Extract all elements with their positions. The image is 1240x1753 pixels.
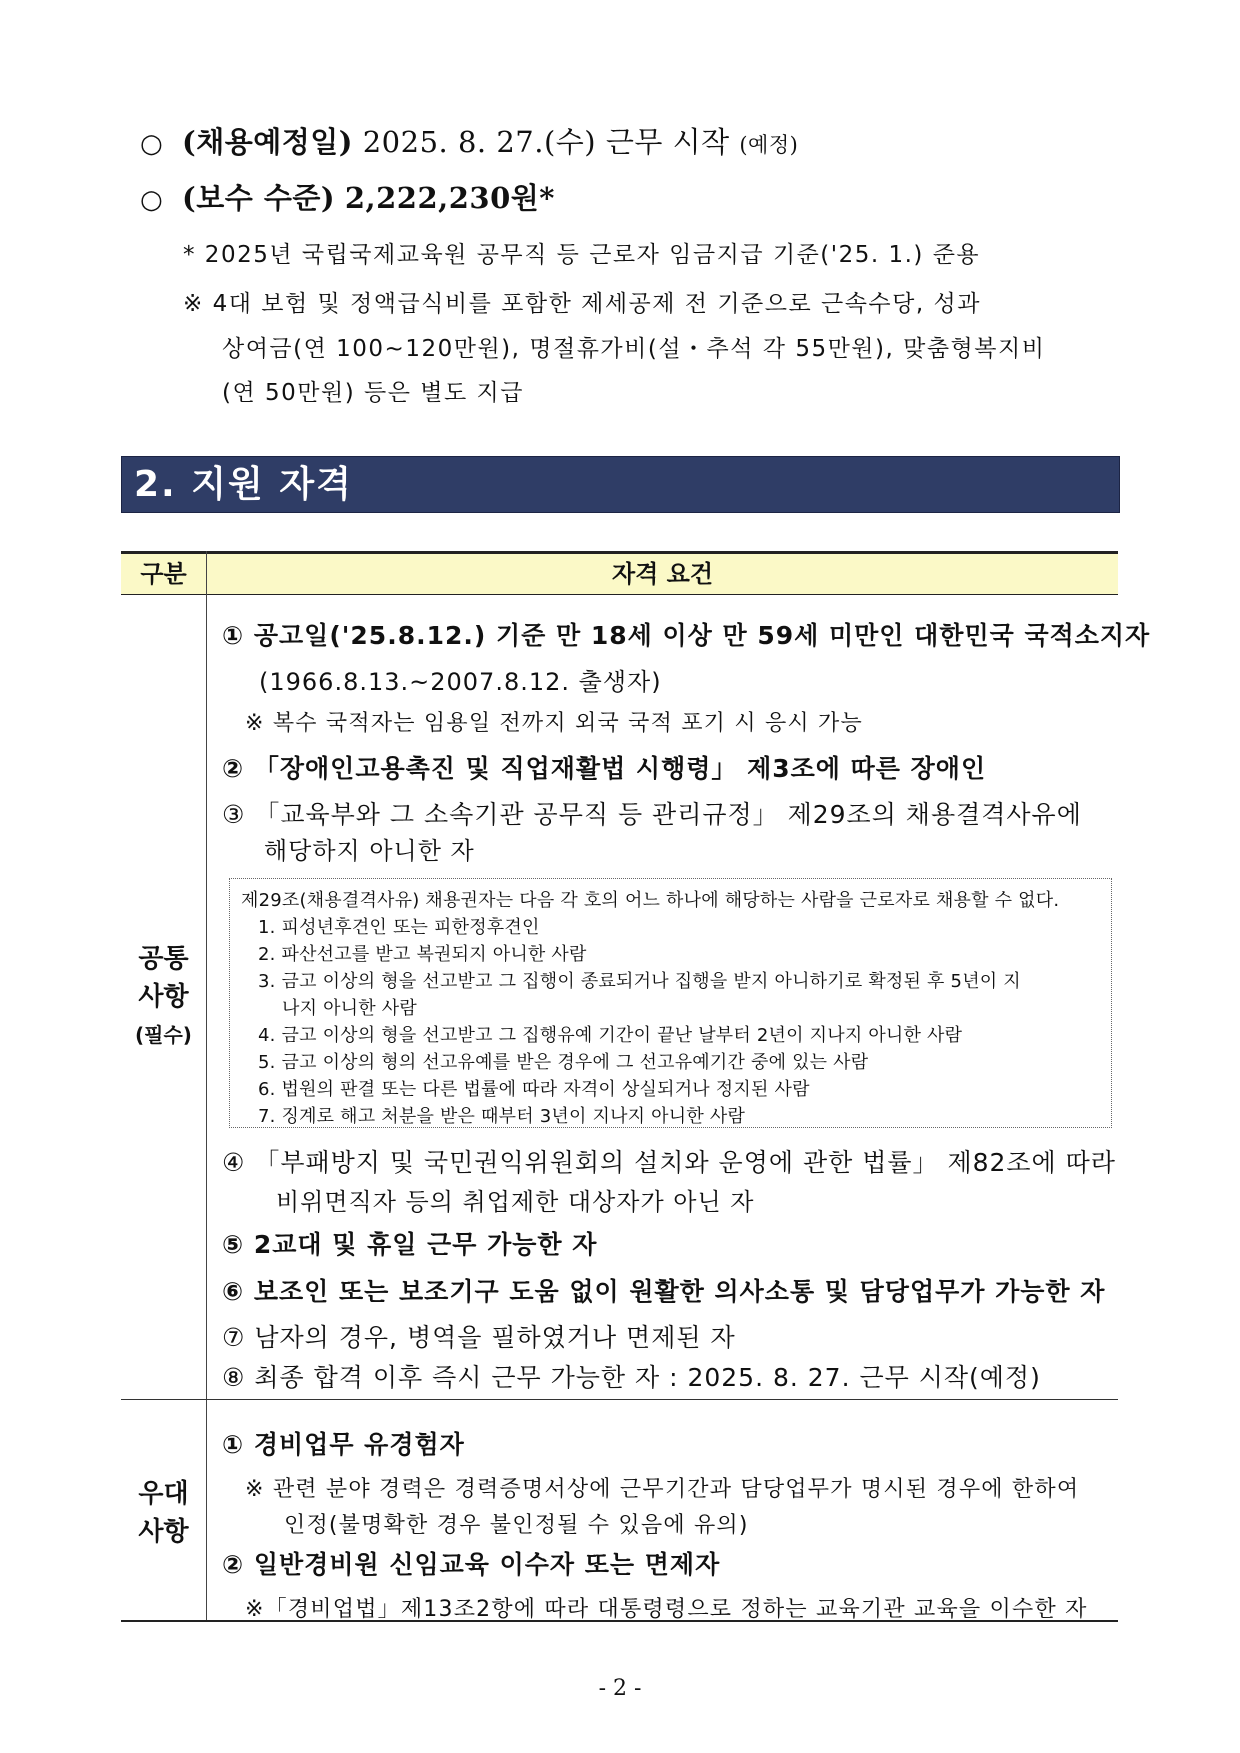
category-common-line3: (필수) [135, 1023, 192, 1047]
box-item-3-line1: 3. 금고 이상의 형을 선고받고 그 집행이 종료되거나 집행을 받지 아니하기로 확정된 후 5년이 지 [258, 971, 1021, 992]
pay-remark-line2: 상여금(연 100~120만원), 명절휴가비(설・추석 각 55만원), 맞춤형복지비 [222, 336, 1046, 362]
box-item-3-line2: 나지 아니한 사람 [282, 998, 417, 1019]
box-item-7: 7. 징계로 해고 처분을 받은 때부터 3년이 지나지 아니한 사람 [258, 1106, 746, 1127]
pay-remark-line3: (연 50만원) 등은 별도 지급 [222, 380, 524, 406]
category-common-line1: 공통 [138, 944, 189, 974]
category-common-line2: 사항 [138, 982, 189, 1012]
section-title: 2. 지원 자격 [121, 456, 1120, 513]
box-item-4: 4. 금고 이상의 형을 선고받고 그 집행유예 기간이 끝난 날부터 2년이 지나지 아니한 사람 [258, 1025, 963, 1046]
category-preferred [121, 1475, 206, 1551]
pay-line [140, 176, 555, 217]
box-item-1: 1. 피성년후견인 또는 피한정후견인 [258, 917, 540, 938]
pay-remark-line1: ※ 4대 보험 및 정액급식비를 포함한 제세공제 전 기준으로 근속수당, 성과 [183, 291, 981, 317]
preferred-item-1-note-line1: ※ 관련 분야 경력은 경력증명서상에 근무기간과 담당업무가 명시된 경우에 한하여 [245, 1477, 1080, 1502]
common-item-1: ① 공고일('25.8.12.) 기준 만 18세 이상 만 59세 미만인 대한민국 국적소지자 [222, 621, 1151, 650]
common-item-4-line2: 비위면직자 등의 취업제한 대상자가 아닌 자 [276, 1188, 755, 1216]
category-common [121, 940, 206, 1054]
preferred-item-2: ② 일반경비원 신임교육 이수자 또는 면제자 [222, 1550, 721, 1579]
common-item-3-line2: 해당하지 아니한 자 [264, 837, 475, 865]
common-item-8: ⑧ 최종 합격 이후 즉시 근무 가능한 자 : 2025. 8. 27. 근무 시작(예정) [222, 1363, 1041, 1392]
pay-label: (보수 수준) [182, 181, 336, 215]
pay-footnote: * 2025년 국립국제교육원 공무직 등 근로자 임금지급 기준('25. 1.) 준용 [183, 242, 981, 268]
header-category: 구분 [140, 560, 187, 588]
common-item-4-line1: ④ 「부패방지 및 국민권익위원회의 설치와 운영에 관한 법률」 제82조에 따라 [222, 1148, 1116, 1177]
common-item-5: ⑤ 2교대 및 휴일 근무 가능한 자 [222, 1230, 598, 1259]
common-item-7: ⑦ 남자의 경우, 병역을 필하였거나 면제된 자 [222, 1323, 736, 1352]
column-divider [206, 551, 207, 1621]
box-item-6: 6. 법원의 판결 또는 다른 법률에 따라 자격이 상실되거나 정지된 사람 [258, 1079, 810, 1100]
category-preferred-line1: 우대 [138, 1479, 189, 1509]
common-item-3-line1: ③ 「교육부와 그 소속기관 공무직 등 관리규정」 제29조의 채용결격사유에 [222, 800, 1082, 829]
hire-date-label: (채용예정일) [182, 125, 354, 159]
preferred-item-2-note: ※「경비업법」제13조2항에 따라 대통령령으로 정하는 교육기관 교육을 이수한 자 [245, 1597, 1088, 1622]
row-divider [121, 1399, 1118, 1400]
category-preferred-line2: 사항 [138, 1517, 189, 1547]
box-item-2: 2. 파산선고를 받고 복권되지 아니한 사람 [258, 944, 587, 965]
common-item-2: ② 「장애인고용촉진 및 직업재활법 시행령」 제3조에 따른 장애인 [222, 754, 987, 783]
common-item-1-sub: (1966.8.13.~2007.8.12. 출생자) [259, 668, 662, 696]
circle-bullet-icon: ○ [140, 185, 164, 215]
page-number: - 2 - [598, 1676, 642, 1701]
table-header [121, 551, 1118, 595]
preferred-item-1: ① 경비업무 유경험자 [222, 1430, 465, 1459]
common-item-1-note: ※ 복수 국적자는 임용일 전까지 외국 국적 포기 시 응시 가능 [245, 711, 863, 736]
box-item-5: 5. 금고 이상의 형의 선고유예를 받은 경우에 그 선고유예기간 중에 있는 사람 [258, 1052, 869, 1073]
preferred-item-1-note-line2: 인정(불명확한 경우 불인정될 수 있음에 유의) [284, 1513, 749, 1538]
circle-bullet-icon: ○ [140, 129, 164, 159]
pay-value: 2,222,230원* [344, 181, 555, 215]
common-item-6: ⑥ 보조인 또는 보조기구 도움 없이 원활한 의사소통 및 담당업무가 가능한 자 [222, 1277, 1106, 1306]
hire-date-note: (예정) [739, 133, 799, 157]
box-title: 제29조(채용결격사유) 채용권자는 다음 각 호의 어느 하나에 해당하는 사람을 근로자로 채용할 수 없다. [241, 890, 1060, 911]
hire-date-line [140, 120, 798, 161]
hire-date-value: 2025. 8. 27.(수) 근무 시작 [362, 125, 730, 159]
header-requirement: 자격 요건 [611, 560, 714, 588]
